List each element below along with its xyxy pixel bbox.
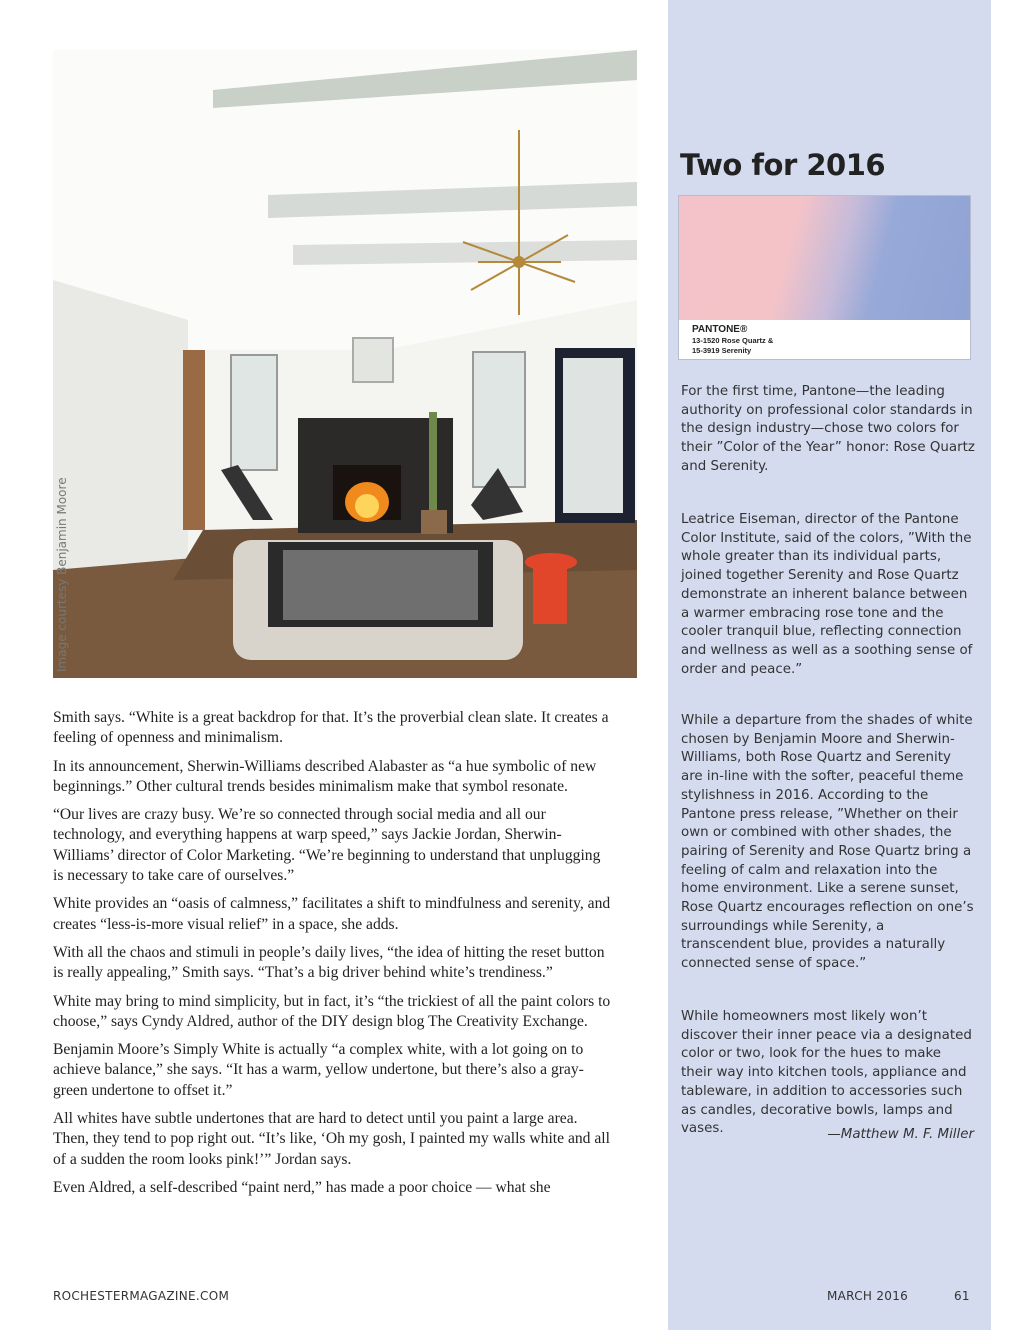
article-paragraph: In its announcement, Sherwin-Williams described Alabaster as “a hue symbolic of new beginnings.” Other cultural trends besides minimalism make that symbol resonate. [53, 757, 597, 795]
pantone-brand-label: PANTONE® [692, 324, 748, 335]
article-body [53, 708, 613, 1206]
page-number: 61 [954, 1289, 970, 1303]
article-paragraph: All whites have subtle undertones that are hard to detect until you paint a large area. Then, they tend to pop right out. “It’s like, ‘Oh my gosh, I painted my walls white and all of a sudden the room looks pink!’” Jordan says. [53, 1110, 610, 1168]
pantone-swatch-card [678, 195, 971, 360]
living-room-illustration [53, 50, 637, 678]
article-paragraph: “Our lives are crazy busy. We’re so connected through social media and all our technology, and everything happens at warp speed,” says Jackie Jordan, Sherwin-Williams’ director of Color Marketing. “We’re beginning to understand that unplugging is necessary to take care of ourselves.” [53, 806, 601, 885]
article-paragraph: White may bring to mind simplicity, but in fact, it’s “the trickiest of all the paint colors to choose,” says Cyndy Aldred, author of the DIY design blog The Creativity Exchange. [53, 992, 611, 1030]
color-gradient-swatch [679, 196, 970, 320]
article-paragraph: Even Aldred, a self-described “paint nerd,” has made a poor choice — what she [53, 1178, 551, 1196]
living-room-photo [53, 50, 637, 678]
image-credit: Image courtesy Benjamin Moore [55, 477, 69, 672]
pantone-code-rose-quartz: 13-1520 Rose Quartz & [692, 336, 774, 345]
sidebar-title: Two for 2016 [680, 148, 886, 182]
author-signature: —Matthew M. F. Miller [827, 1127, 974, 1142]
sidebar-paragraph: For the first time, Pantone—the leading authority on professional color standards in the design industry—chose two colors for their ”Color of the Year” honor: Rose Quartz and Serenity. [681, 384, 975, 474]
sidebar-paragraph: While homeowners most likely won’t discover their inner peace via a designated color or two, look for the hues to make their way into kitchen tools, appliance and tableware, in addition to accessories such as candles, decorative bowls, lamps and vases. [681, 1009, 972, 1137]
pantone-code-serenity: 15-3919 Serenity [692, 345, 752, 355]
sidebar-paragraph: Leatrice Eiseman, director of the Pantone Color Institute, said of the colors, ”With the whole greater than its individual parts, joined together Serenity and Rose Quartz demonstrate an inherent balance between a warmer embracing rose tone and the cooler tranquil blue, reflecting connection and wellness as well as a soothing sense of order and peace.” [681, 512, 973, 677]
article-paragraph: Smith says. “White is a great backdrop for that. It’s the proverbial clean slate. It creates a feeling of openness and minimalism. [53, 709, 609, 747]
article-paragraph: With all the chaos and stimuli in people’s daily lives, “the idea of hitting the reset button is really appealing,” Smith says. “That’s a big driver behind white’s trendiness.” [53, 943, 605, 982]
footer-website: ROCHESTERMAGAZINE.COM [53, 1289, 230, 1303]
pantone-color-codes [692, 336, 952, 355]
footer-date: MARCH 2016 [827, 1289, 909, 1303]
article-paragraph: White provides an “oasis of calmness,” facilitates a shift to mindfulness and serenity, and creates “less-is-more visual relief” in a space, she adds. [53, 895, 611, 933]
article-paragraph: Benjamin Moore’s Simply White is actually “a complex white, with a lot going on to achieve balance,” she says. “It has a warm, yellow undertone, but there’s also a gray-green undertone to offset it.” [53, 1041, 584, 1099]
sidebar-paragraph: While a departure from the shades of white chosen by Benjamin Moore and Sherwin-Williams, both Rose Quartz and Serenity are in-line with the softer, peaceful theme stylishness in 2016. According to the Pantone press release, ”Whether on their own or combined with other shades, the pairing of Serenity and Rose Quartz bring a feeling of calm and relaxation into the home environment. Like a serene sunset, Rose Quartz encourages reflection on one’s surroundings while Serenity, a transcendent blue, provides a naturally connected sense of space.” [681, 713, 974, 972]
